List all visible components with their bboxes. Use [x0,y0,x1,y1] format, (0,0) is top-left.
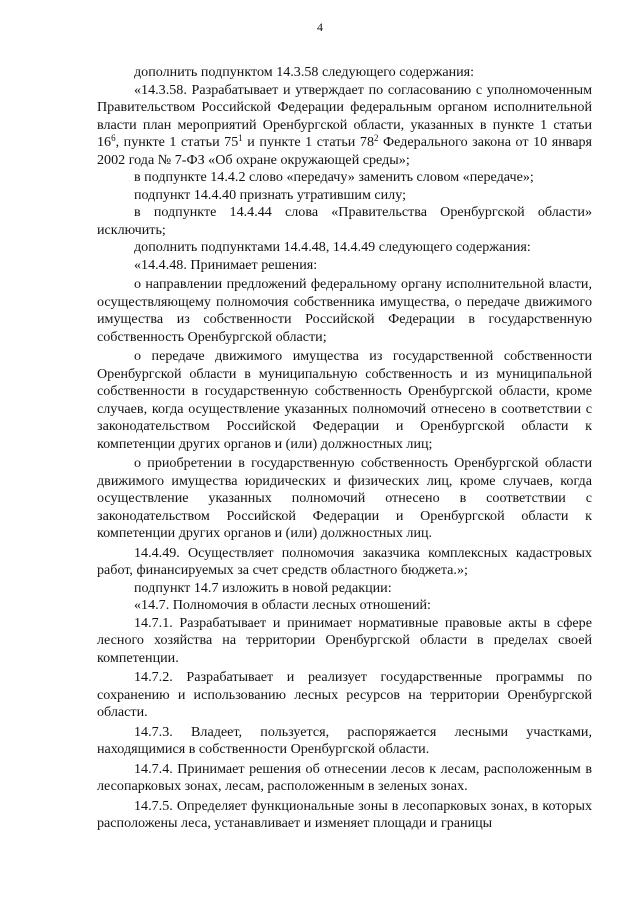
paragraph-decision-acquisition: о приобретении в государственную собственность Оренбургской области движимого имущества юридических и физических лиц, кроме случаев, когда осуществление указанных полномочий отнесено в соответствии с законодательством Российской Федерации и Оренбургской области к компетенции других органов и (или) должностных лиц. [97,455,592,541]
paragraph-14-4-48: «14.4.48. Принимает решения: [134,256,318,273]
paragraph-decision-municipal: о передаче движимого имущества из государственной собственности Оренбургской области в муниципальную собственность и из муниципальной собственности в государственную собственность Оренбургской области, кроме случаев, когда осуществление указанных полномочий отнесено в соответствии с законодательством Российской Федерации и Оренбургской области к компетенции других органов и (или) должностных лиц; [97,348,592,452]
paragraph-amend-14-7: подпункт 14.7 изложить в новой редакции: [134,579,392,596]
document-body [97,64,592,833]
paragraph-14-7-5: 14.7.5. Определяет функциональные зоны в лесопарковых зонах, в которых расположены леса, устанавливает и изменяет площади и границы [97,797,592,831]
paragraph-14-3-58: «14.3.58. Разрабатывает и утверждает по согласованию с уполномоченным Правительством Российской Федерации федеральным органом исполнительной власти план мероприятий Оренбургской области, указанных в пункте 1 статьи $16^6$, пункте 1 статьи $75^1$ и пункте 1 статьи $78^2$ Федерального закона от 10 января 2002 года № 7-ФЗ «Об охране окружающей среды»; [97,81,592,168]
paragraph-14-7-3: 14.7.3. Владеет, пользуется, распоряжается лесными участками, находящимися в собственности Оренбургской области. [97,723,592,757]
paragraph-14-4-40: подпункт 14.4.40 признать утратившим силу; [134,186,406,203]
paragraph-14-4-49: 14.4.49. Осуществляет полномочия заказчика комплексных кадастровых работ, финансируемых за счет средств областного бюджета.»; [97,544,592,578]
paragraph-amend-14-3-58: дополнить подпунктом 14.3.58 следующего содержания: [134,64,475,80]
paragraph-amend-14-4-48: дополнить подпунктами 14.4.48, 14.4.49 следующего содержания: [134,239,531,255]
paragraph-14-7-1: 14.7.1. Разрабатывает и принимает нормативные правовые акты в сфере лесного хозяйства на территории Оренбургской области в пределах своей компетенции. [97,614,592,666]
paragraph-decision-federal: о направлении предложений федеральному органу исполнительной власти, осуществляющему полномочия собственника имущества, о передаче движимого имущества из собственности Российской Федерации в государственную собственность Оренбургской области; [97,276,592,345]
paragraph-14-4-2: в подпункте 14.4.2 слово «передачу» заменить словом «передаче»; [134,169,534,185]
paragraph-14-7: «14.7. Полномочия в области лесных отношений: [134,597,431,613]
page-number: 4 [317,20,323,34]
paragraph-14-7-2: 14.7.2. Разрабатывает и реализует государственные программы по сохранению и использованию лесных ресурсов на территории Оренбургской области. [97,669,592,720]
paragraph-14-7-4: 14.7.4. Принимает решения об отнесении лесов к лесам, расположенным в лесопарковых зонах, лесам, расположенным в зеленых зонах. [97,760,592,794]
paragraph-14-4-44: в подпункте 14.4.44 слова «Правительства Оренбургской области» исключить; [97,204,592,238]
